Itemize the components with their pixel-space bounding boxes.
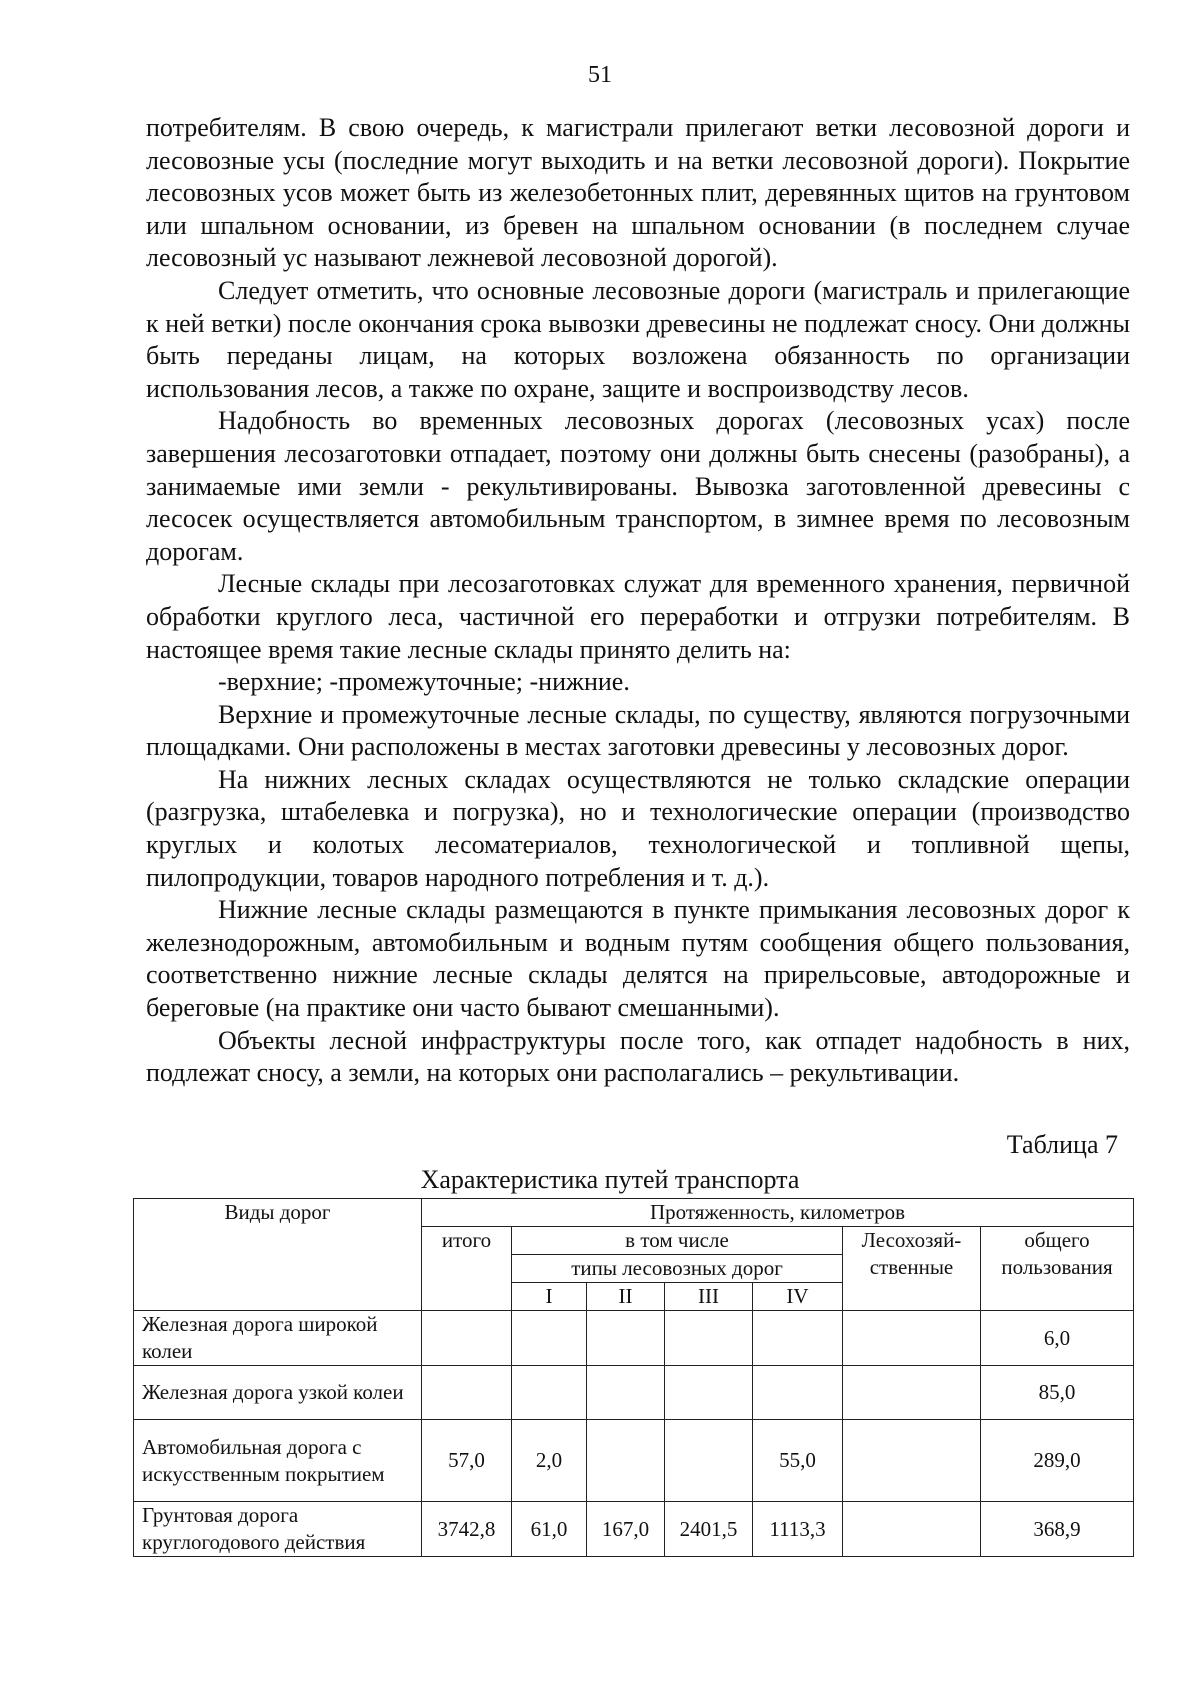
header-road-types: Виды дорог — [134, 1199, 422, 1311]
cell: 289,0 — [981, 1420, 1134, 1502]
header-forestry: Лесохозяй-ственные — [843, 1227, 981, 1311]
cell: 167,0 — [587, 1502, 665, 1557]
cell — [843, 1311, 981, 1366]
header-type: I — [512, 1283, 587, 1311]
cell: 2401,5 — [665, 1502, 753, 1557]
cell: 61,0 — [512, 1502, 587, 1557]
cell — [587, 1366, 665, 1420]
cell — [587, 1311, 665, 1366]
header-total: итого — [422, 1227, 512, 1311]
table-row — [134, 1311, 1134, 1366]
cell — [753, 1311, 843, 1366]
page-number: 51 — [588, 62, 612, 88]
paragraph: Объекты лесной инфраструктуры после того, как отпадет надобность в них, подлежат сносу, а земли, на которых они располагались – рекультивации. — [146, 1025, 1130, 1088]
cell — [665, 1420, 753, 1502]
paragraph: На нижних лесных складах осуществляются не только складские операции (разгрузка, штабелевка и погрузка), но и технологические операции (производство круглых и колотых лесоматериалов, технологической и топливной щепы, пилопродукции, товаров народного потребления и т. д.). — [146, 764, 1130, 892]
paragraph: Нижние лесные склады размещаются в пункте примыкания лесовозных дорог к железнодорожным, автомобильным и водным путям сообщения общего пользования, соответственно нижние лесные склады делятся на прирельсовые, автодорожные и береговые (на практике они часто бывают смешанными). — [146, 895, 1130, 1023]
cell: 57,0 — [422, 1420, 512, 1502]
transport-table — [133, 1198, 1134, 1557]
cell: 85,0 — [981, 1366, 1134, 1420]
cell: 2,0 — [512, 1420, 587, 1502]
header-including: в том числе — [512, 1227, 843, 1255]
table-row — [134, 1502, 1134, 1557]
paragraph: Верхние и промежуточные лесные склады, по существу, являются погрузочными площадками. Они расположены в местах заготовки древесины у лесовозных дорог. — [146, 699, 1130, 762]
cell — [843, 1420, 981, 1502]
row-name: Железная дорога широкой колеи — [134, 1311, 422, 1366]
cell — [422, 1366, 512, 1420]
header-type: II — [587, 1283, 665, 1311]
cell — [512, 1366, 587, 1420]
header-length: Протяженность, километров — [422, 1199, 1134, 1227]
cell: 6,0 — [981, 1311, 1134, 1366]
cell: 368,9 — [981, 1502, 1134, 1557]
cell — [753, 1366, 843, 1420]
cell: 1113,3 — [753, 1502, 843, 1557]
row-name: Автомобильная дорога с искусственным покрытием — [134, 1420, 422, 1502]
row-name: Железная дорога узкой колеи — [134, 1366, 422, 1420]
paragraph: Лесные склады при лесозаготовках служат для временного хранения, первичной обработки круглого леса, частичной его переработки и отгрузки потребителям. В настоящее время такие лесные склады принято делить на: — [146, 569, 1130, 664]
table-row — [134, 1366, 1134, 1420]
header-type: III — [665, 1283, 753, 1311]
table-title: Характеристика путей транспорта — [420, 1165, 800, 1194]
table-label: Таблица 7 — [1006, 1130, 1118, 1159]
cell — [843, 1366, 981, 1420]
cell — [512, 1311, 587, 1366]
paragraph: Надобность во временных лесовозных дорогах (лесовозных усах) после завершения лесозаготовки отпадает, поэтому они должны быть снесены (разобраны), а занимаемые ими земли - рекультивированы. Вывозка заготовленной древесины с лесосек осуществляется автомобильным транспортом, в зимнее время по лесовозным дорогам. — [146, 406, 1130, 566]
cell: 3742,8 — [422, 1502, 512, 1557]
cell: 55,0 — [753, 1420, 843, 1502]
list-line: -верхние; -промежуточные; -нижние. — [218, 667, 630, 697]
body-text — [146, 112, 1130, 1090]
paragraph: потребителям. В свою очередь, к магистрали прилегают ветки лесовозной дороги и лесовозные усы (последние могут выходить и на ветки лесовозной дороги). Покрытие лесовозных усов может быть из железобетонных плит, деревянных щитов на грунтовом или шпальном основании, из бревен на шпальном основании (в последнем случае лесовозный ус называют лежневой лесовозной дорогой). — [146, 113, 1130, 273]
header-public: общего пользования — [981, 1227, 1134, 1311]
paragraph: Следует отметить, что основные лесовозные дороги (магистраль и прилегающие к ней ветки) после окончания срока вывозки древесины не подлежат сносу. Они должны быть переданы лицам, на которых возложена обязанность по организации использования лесов, а также по охране, защите и воспроизводству лесов. — [146, 275, 1130, 403]
table-header-row — [134, 1199, 1134, 1227]
cell — [587, 1420, 665, 1502]
header-logging-types: типы лесовозных дорог — [512, 1255, 843, 1283]
cell — [665, 1311, 753, 1366]
cell — [843, 1502, 981, 1557]
header-type: IV — [753, 1283, 843, 1311]
cell — [665, 1366, 753, 1420]
table-row — [134, 1420, 1134, 1502]
cell — [422, 1311, 512, 1366]
row-name: Грунтовая дорога круглогодового действия — [134, 1502, 422, 1557]
